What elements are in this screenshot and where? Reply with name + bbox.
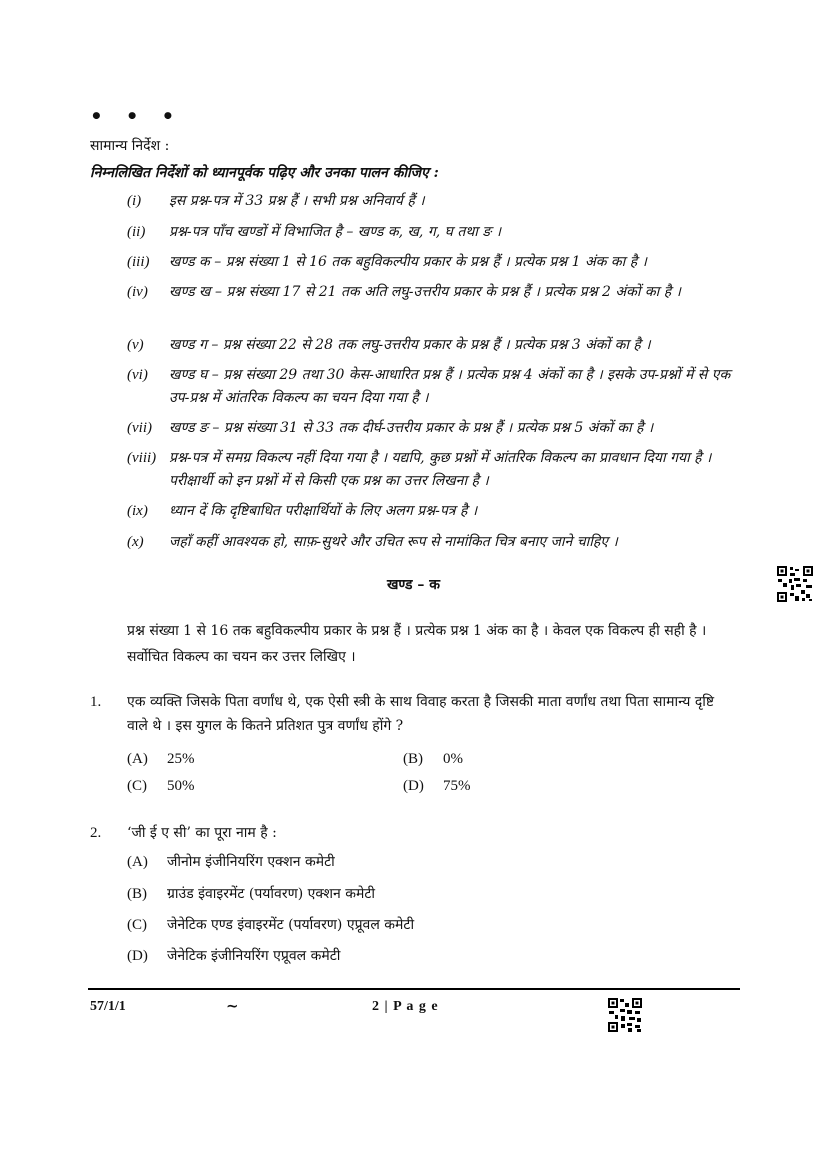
option-label: (B) bbox=[403, 751, 423, 767]
option-b bbox=[127, 884, 375, 903]
option-value: 0% bbox=[443, 751, 463, 767]
instruction-text: खण्ड घ – प्रश्न संख्या 29 तथा 30 केस-आधारित प्रश्न हैं । प्रत्येक प्रश्न 4 अंकों का है । इसके उप-प्रश्नों में से एक उप-प्रश्न में आंतरिक विकल्प का चयन दिया गया है । bbox=[169, 367, 731, 406]
instruction-number: (viii) bbox=[127, 450, 157, 466]
instruction-number: (iii) bbox=[127, 254, 150, 270]
instruction-number: (vii) bbox=[127, 420, 152, 436]
section-intro: प्रश्न संख्या 1 से 16 तक बहुविकल्पीय प्रकार के प्रश्न हैं । प्रत्येक प्रश्न 1 अंक का है । केवल एक विकल्प ही सही है । सर्वोचित विकल्प का चयन कर उत्तर लिखिए । bbox=[127, 623, 707, 665]
option-label: (C) bbox=[127, 778, 147, 794]
option-a bbox=[127, 749, 195, 768]
option-value: 50% bbox=[167, 778, 195, 794]
option-d bbox=[127, 946, 340, 965]
option-d bbox=[403, 776, 471, 795]
instruction-number: (ix) bbox=[127, 503, 148, 519]
question-number: 1. bbox=[90, 694, 102, 710]
option-label: (A) bbox=[127, 854, 148, 870]
instruction-number: (vi) bbox=[127, 367, 148, 383]
option-label: (C) bbox=[127, 917, 147, 933]
option-label: (D) bbox=[127, 948, 148, 964]
question-text: एक व्यक्ति जिसके पिता वर्णांध थे, एक ऐसी स्त्री के साथ विवाह करता है जिसकी माता वर्णांध तथा पिता सामान्य दृष्टि वाले थे । इस युगल के कितने प्रतिशत पुत्र वर्णांध होंगे ? bbox=[127, 694, 715, 734]
qr-code-footer bbox=[607, 997, 643, 1033]
instruction-text: खण्ड ग – प्रश्न संख्या 22 से 28 तक लघु-उत्तरीय प्रकार के प्रश्न हैं । प्रत्येक प्रश्न 3 अंकों का है । bbox=[169, 337, 651, 353]
option-c bbox=[127, 915, 414, 934]
instruction-text: प्रश्न-पत्र में समग्र विकल्प नहीं दिया गया है । यद्यपि, कुछ प्रश्नों में आंतरिक विकल्प का प्रावधान दिया गया है । परीक्षार्थी को इन प्रश्नों में से किसी एक प्रश्न का उत्तर लिखना है । bbox=[169, 450, 712, 489]
general-instructions-heading: सामान्य निर्देश : bbox=[90, 138, 170, 154]
instruction-text: ध्यान दें कि दृष्टिबाधित परीक्षार्थियों के लिए अलग प्रश्न-पत्र है । bbox=[169, 503, 478, 519]
option-label: (D) bbox=[403, 778, 424, 794]
instruction-text: प्रश्न-पत्र पाँच खण्डों में विभाजित है – खण्ड क, ख, ग, घ तथा ङ । bbox=[169, 224, 502, 240]
page-number: 2 | P a g e bbox=[372, 999, 439, 1014]
instruction-text: खण्ड ङ – प्रश्न संख्या 31 से 33 तक दीर्घ-उत्तरीय प्रकार के प्रश्न हैं । प्रत्येक प्रश्न 5 अंकों का है । bbox=[169, 420, 654, 436]
option-value: ग्राउंड इंवाइरमेंट (पर्यावरण) एक्शन कमेटी bbox=[167, 886, 376, 902]
paper-code: 57/1/1 bbox=[90, 999, 126, 1014]
instruction-text: खण्ड ख – प्रश्न संख्या 17 से 21 तक अति लघु-उत्तरीय प्रकार के प्रश्न हैं । प्रत्येक प्रश्न 2 अंकों का है । bbox=[169, 284, 681, 300]
footer-divider bbox=[88, 988, 740, 990]
option-value: जीनोम इंजीनियरिंग एक्शन कमेटी bbox=[167, 854, 335, 870]
footer-tilde: ~ bbox=[226, 997, 239, 1015]
option-value: 25% bbox=[167, 751, 195, 767]
question-number: 2. bbox=[90, 825, 102, 841]
question-text: ‘जी ई ए सी’ का पूरा नाम है : bbox=[127, 825, 277, 841]
read-instructions-subheading: निम्नलिखित निर्देशों को ध्यानपूर्वक पढ़िए और उनका पालन कीजिए : bbox=[90, 165, 439, 181]
instruction-number: (ii) bbox=[127, 224, 146, 240]
instruction-number: (v) bbox=[127, 337, 144, 353]
instruction-number: (x) bbox=[127, 534, 144, 550]
instruction-text: इस प्रश्न-पत्र में 33 प्रश्न हैं । सभी प्रश्न अनिवार्य हैं । bbox=[169, 193, 425, 209]
header-dots: • • • bbox=[90, 104, 183, 128]
section-title: खण्ड – क bbox=[386, 577, 441, 593]
option-c bbox=[127, 776, 195, 795]
option-label: (B) bbox=[127, 886, 147, 902]
instruction-text: जहाँ कहीं आवश्यक हो, साफ़-सुथरे और उचित रूप से नामांकित चित्र बनाए जाने चाहिए । bbox=[169, 534, 618, 550]
option-b bbox=[403, 749, 463, 768]
option-value: जेनेटिक इंजीनियरिंग एप्रूवल कमेटी bbox=[167, 948, 341, 964]
option-value: 75% bbox=[443, 778, 471, 794]
option-value: जेनेटिक एण्ड इंवाइरमेंट (पर्यावरण) एप्रूवल कमेटी bbox=[167, 917, 415, 933]
option-a bbox=[127, 852, 335, 871]
instruction-text: खण्ड क – प्रश्न संख्या 1 से 16 तक बहुविकल्पीय प्रकार के प्रश्न हैं । प्रत्येक प्रश्न 1 अंक का है । bbox=[169, 254, 647, 270]
instruction-number: (i) bbox=[127, 193, 142, 209]
option-label: (A) bbox=[127, 751, 148, 767]
instruction-number: (iv) bbox=[127, 284, 148, 300]
